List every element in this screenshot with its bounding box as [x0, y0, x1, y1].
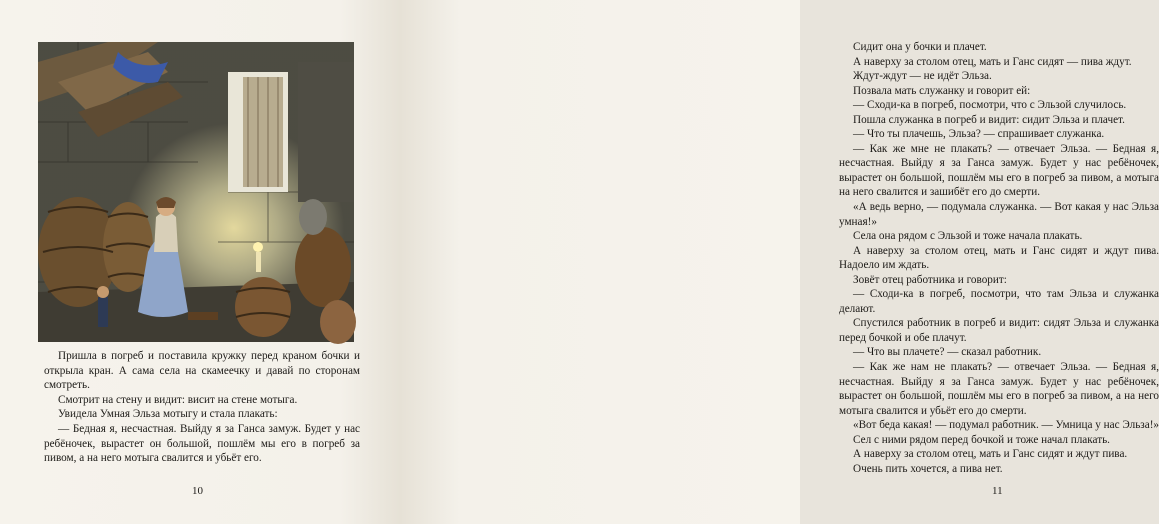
paragraph: — Что ты плачешь, Эльза? — спрашивает служанка.	[853, 128, 1105, 141]
cellar-scene-illustration	[38, 42, 354, 342]
paragraph: — Как же мне не плакать? — отвечает Эльза. — Бедная я, несчастная. Выйду я за Ганса замуж. Будет у нас ребёночек, вырастет он большой, пошлём мы его в погреб за пивом, а мотыга на него свалится и зашибёт его до смерти.	[839, 142, 1159, 199]
page-number: 11	[992, 485, 1003, 497]
cellar-illustration-drawing	[38, 42, 354, 342]
paragraph: — Что вы плачете? — сказал работник.	[853, 346, 1042, 359]
paragraph: «А ведь верно, — подумала служанка. — Вот какая у нас Эльза умная!»	[839, 201, 1159, 228]
paragraph: Спустился работник в погреб и видит: сидят Эльза и служанка перед бочкой и обе плачут.	[839, 317, 1159, 344]
paragraph: Очень пить хочется, а пива нет.	[853, 462, 1003, 475]
right-page	[400, 0, 1159, 524]
paragraph: Увидела Умная Эльза мотыгу и стала плакать:	[58, 408, 278, 421]
paragraph: А наверху за столом отец, мать и Ганс сидят и ждут пива.	[853, 448, 1128, 461]
paragraph: Пошла служанка в погреб и видит: сидит Эльза и плачет.	[853, 113, 1125, 126]
paragraph: — Бедная я, несчастная. Выйду я за Ганса замуж. Будет у нас ребёночек, вырастет он большой, пошлём мы его в погреб за пивом, а на него мотыга свалится и убьёт его.	[44, 422, 360, 465]
left-page-text	[44, 349, 360, 466]
right-page-text	[839, 40, 1159, 476]
paragraph: Сел с ними рядом перед бочкой и тоже начал плакать.	[853, 433, 1110, 446]
paragraph: Ждут-ждут — не идёт Эльза.	[853, 70, 992, 83]
paragraph: А наверху за столом отец, мать и Ганс сидят — пива ждут.	[853, 55, 1132, 68]
page-number: 10	[192, 485, 203, 497]
paragraph: — Сходи-ка в погреб, посмотри, что там Эльза и служанка делают.	[839, 288, 1159, 315]
paragraph: Смотрит на стену и видит: висит на стене мотыга.	[58, 393, 298, 406]
paragraph: Позвала мать служанку и говорит ей:	[853, 84, 1031, 97]
paragraph: А наверху за столом отец, мать и Ганс сидят и ждут пива. Надоело им ждать.	[839, 244, 1159, 272]
paragraph: Села она рядом с Эльзой и тоже начала плакать.	[853, 230, 1083, 243]
paragraph: — Сходи-ка в погреб, посмотри, что с Эльзой случилось.	[853, 99, 1127, 112]
left-page	[0, 0, 400, 524]
paragraph: — Как же нам не плакать? — отвечает Эльза. — Бедная я, несчастная. Выйду я за Ганса замуж. Будет у нас ребёночек, вырастет он большой, пошлём мы его в погреб за пивом, а на него мотыга свалится и убьёт его до смерти.	[839, 361, 1159, 417]
paragraph: Сидит она у бочки и плачет.	[853, 41, 987, 53]
paragraph: «Вот беда какая! — подумал работник. — Умница у нас Эльза!»	[853, 419, 1159, 432]
paragraph: Пришла в погреб и поставила кружку перед краном бочки и открыла кран. А сама села на скамеечку и давай по сторонам смотреть.	[44, 350, 360, 392]
paragraph: Зовёт отец работника и говорит:	[853, 273, 1007, 286]
